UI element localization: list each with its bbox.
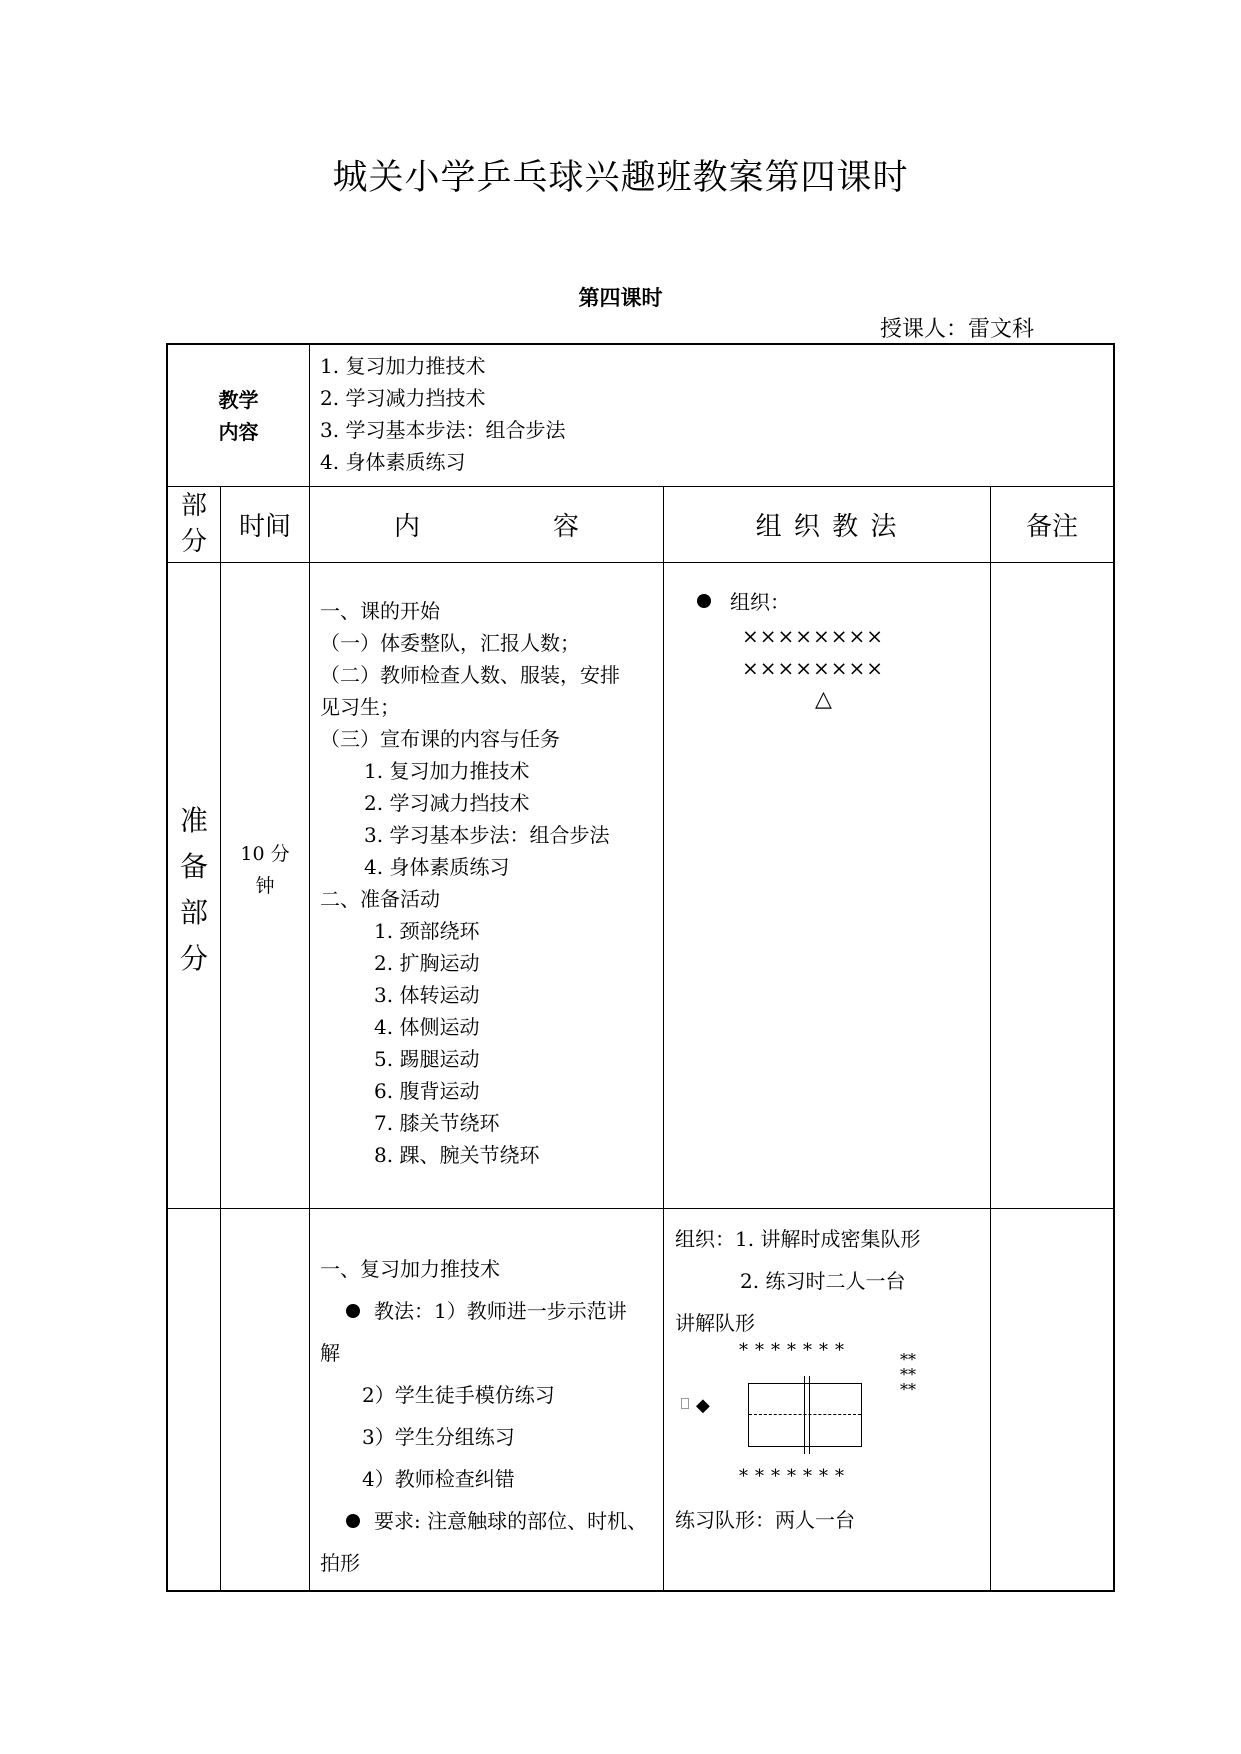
content-line: 7. 膝关节绕环 (374, 1111, 500, 1135)
content-line: （二）教师检查人数、服装，安排 (320, 663, 620, 687)
content-line: 1. 颈部绕环 (374, 919, 480, 943)
content-line: 5. 踢腿运动 (374, 1047, 480, 1071)
method-line: 2. 练习时二人一台 (740, 1269, 906, 1293)
content-line: 要求: 注意触球的部位、时机、 (320, 1500, 660, 1542)
practice-formation-label: 练习队形：两人一台 (675, 1508, 855, 1532)
header-content-a: 内 (394, 512, 421, 542)
teaching-content-label: 教学 内容 (218, 388, 259, 444)
teaching-content-list (320, 350, 565, 478)
content-line: 2）学生徒手模仿练习 (362, 1383, 555, 1407)
small-square-icon (681, 1398, 689, 1409)
ping-pong-table-icon (748, 1383, 862, 1447)
content-line: 二、准备活动 (320, 887, 440, 911)
section-basic-method (675, 1218, 920, 1344)
section-prep-time: 10 分 钟 (240, 843, 290, 897)
bullet-icon (346, 1514, 360, 1528)
content-line: 2. 扩胸运动 (374, 951, 480, 975)
content-line: 3. 学习基本步法：组合步法 (364, 823, 610, 847)
content-line: 拍形 (320, 1551, 360, 1575)
content-line: 一、复习加力推技术 (320, 1257, 500, 1281)
content-line: 3. 体转运动 (374, 983, 480, 1007)
bullet-icon (346, 1304, 360, 1318)
list-item: 2. 学习减力挡技术 (320, 386, 486, 410)
content-line: （三）宣布课的内容与任务 (320, 727, 560, 751)
page-title: 城关小学乒乓球兴趣班教案第四课时 (332, 158, 909, 198)
formation-row: ×××××××× (742, 624, 885, 648)
method-label: 组织： (730, 590, 790, 614)
content-line: 3）学生分组练习 (362, 1425, 515, 1449)
content-line: 4. 体侧运动 (374, 1015, 480, 1039)
header-time: 时间 (238, 512, 291, 542)
content-line: 4）教师检查纠错 (362, 1467, 515, 1491)
header-content-b: 容 (553, 512, 580, 542)
student-row-bottom: ******* (739, 1466, 851, 1487)
method-line: 组织：1. 讲解时成密集队形 (675, 1227, 921, 1251)
teacher-diamond-icon: ◆ (696, 1395, 710, 1416)
student-column-side: ****** (900, 1350, 916, 1399)
method-line: 讲解队形 (675, 1311, 755, 1335)
header-method: 组 织 教 法 (755, 512, 899, 542)
content-line: 4. 身体素质练习 (364, 855, 510, 879)
teacher-position-icon: △ (815, 687, 832, 712)
header-notes: 备注 (1025, 512, 1078, 542)
list-item: 3. 学习基本步法：组合步法 (320, 418, 566, 442)
content-line: （一）体委整队，汇报人数； (320, 631, 580, 655)
content-line: 2. 学习减力挡技术 (364, 791, 530, 815)
content-line: 1. 复习加力推技术 (364, 759, 530, 783)
content-line: 解 (320, 1341, 340, 1365)
section-prep-content (320, 595, 660, 1171)
content-line: 教法：1）教师进一步示范讲 (320, 1290, 660, 1332)
content-line: 一、课的开始 (320, 599, 440, 623)
section-prep-label: 准 备 部 分 (179, 804, 208, 975)
student-row-top: ******* (739, 1340, 851, 1361)
list-item: 1. 复习加力推技术 (320, 354, 486, 378)
section-basic-content (320, 1248, 660, 1584)
lesson-subtitle: 第四课时 (578, 286, 663, 310)
teacher-name: 授课人：雷文科 (880, 317, 1035, 342)
content-line: 8. 踝、腕关节绕环 (374, 1143, 540, 1167)
content-line: 见习生； (320, 695, 400, 719)
content-line: 6. 腹背运动 (374, 1079, 480, 1103)
list-item: 4. 身体素质练习 (320, 450, 466, 474)
header-part: 部 分 (180, 491, 207, 557)
bullet-icon (697, 594, 711, 608)
formation-row: ×××××××× (742, 656, 885, 680)
